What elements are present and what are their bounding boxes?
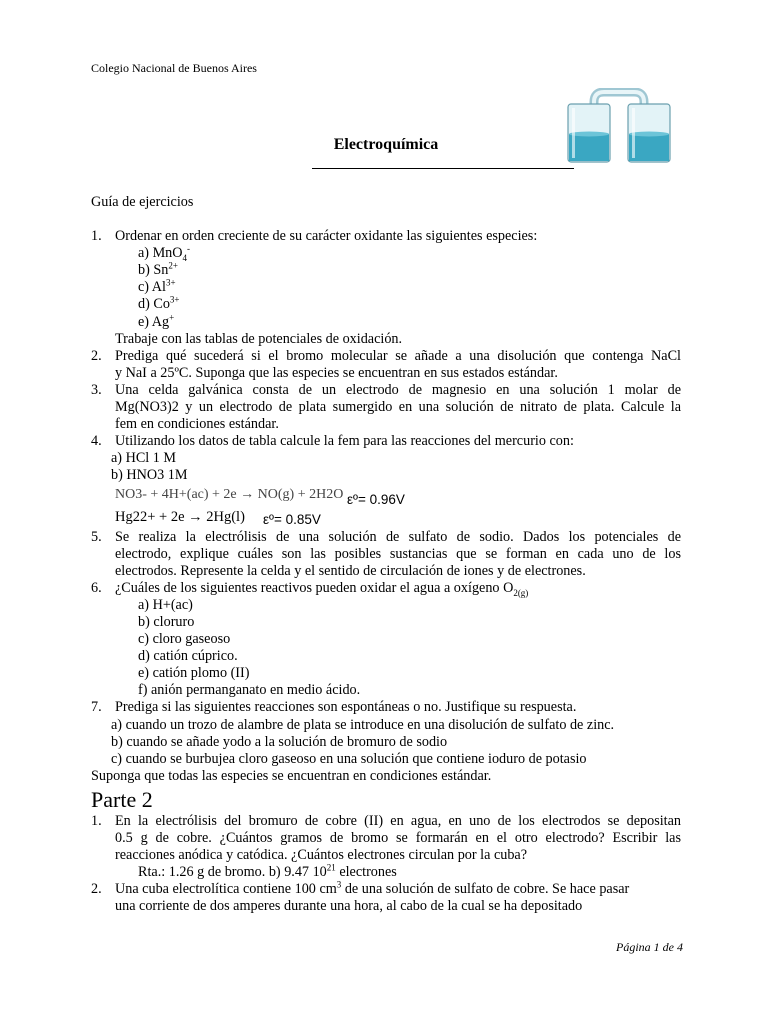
- equation-no3: [91, 485, 681, 507]
- question-5: [91, 529, 681, 546]
- question-number: 1.: [91, 812, 102, 829]
- question-2: [91, 348, 681, 365]
- option-e: e) catión plomo (II): [138, 665, 250, 682]
- question-number: 1.: [91, 228, 102, 245]
- question-text-cont: una corriente de dos amperes durante una hora, al cabo de la cual se ha depositado: [115, 898, 583, 915]
- question-text: Ordenar en orden creciente de su carácter oxidante las siguientes especies:: [115, 228, 538, 245]
- section-heading: Parte 2: [91, 786, 153, 812]
- option-b: b) HNO3 1M: [111, 467, 188, 484]
- title-underline: [312, 168, 574, 169]
- option-b: b) cuando se añade yodo a la solución de bromuro de sodio: [111, 733, 448, 750]
- exercise-list: [91, 194, 681, 915]
- question-text-cont: reacciones anódica y catódica. ¿Cuántos electrones circulan por la cuba?: [115, 847, 528, 864]
- question-6: [91, 580, 681, 597]
- question-text-cont: electrodo, explique cuáles son las posibles sustancias que se forman en cada uno de los: [115, 545, 681, 562]
- question-number: 2.: [91, 881, 102, 898]
- question-number: 6.: [91, 579, 102, 596]
- question-note: Suponga que todas las especies se encuentran en condiciones estándar.: [91, 767, 492, 784]
- question-7: [91, 699, 681, 716]
- question-3: [91, 382, 681, 399]
- question-4: [91, 433, 681, 450]
- question-number: 7.: [91, 699, 102, 716]
- question-number: 3.: [91, 381, 102, 398]
- question-text-cont: y NaI a 25ºC. Suponga que las especies se encuentran en sus estados estándar.: [115, 364, 558, 381]
- option-d: d) catión cúprico.: [138, 648, 238, 665]
- answer: Rta.: 1.26 g de bromo. b) 9.47 $10^{21}$ electrones: [138, 862, 397, 881]
- question-number: 2.: [91, 347, 102, 364]
- option-c: c) $Al^{3+}$: [138, 277, 176, 296]
- option-a: a) HCl 1 M: [111, 450, 177, 467]
- question-text-cont: 0.5 g de cobre. ¿Cuántos gramos de bromo se formarán en el otro electrodo? Escribir las: [115, 830, 681, 846]
- option-f: f) anión permanganato en medio ácido.: [138, 682, 361, 699]
- question-text: Utilizando los datos de tabla calcule la fem para las reacciones del mercurio con:: [115, 433, 574, 450]
- question-text-cont: fem en condiciones estándar.: [115, 416, 279, 433]
- option-a: a) H+(ac): [138, 596, 193, 613]
- question-text: ¿Cuáles de los siguientes reactivos pueden oxidar el agua a oxígeno $O_{2(g)}$: [115, 579, 529, 598]
- option-a: a) cuando un trozo de alambre de plata se introduce en una disolución de sulfato de zinc.: [111, 716, 615, 733]
- option-b: b) cloruro: [138, 613, 195, 630]
- equation-potential: εº= 0.85V: [263, 511, 321, 527]
- option-a: a) MnO$_4$-: [138, 243, 191, 264]
- equation-text: NO3- + 4H+(ac) + 2e → NO(g) + 2H2O: [115, 486, 344, 502]
- school-name: Colegio Nacional de Buenos Aires: [91, 61, 257, 75]
- question-text-cont: Mg(NO3)2 y un electrodo de plata sumergido en una solución de nitrato de plata. Calcule la: [115, 399, 681, 416]
- part2-question-2: [91, 881, 681, 898]
- option-c: c) cloro gaseoso: [138, 631, 231, 648]
- equation-hg: [91, 507, 681, 529]
- page-number: Página 1 de 4: [616, 940, 683, 954]
- question-text: Una celda galvánica consta de un electrodo de magnesio en una solución 1 molar de: [115, 381, 681, 398]
- question-text-cont: electrodos. Represente la celda y el sentido de circulación de iones y de electrones.: [115, 562, 586, 579]
- question-1: [91, 228, 681, 245]
- question-text: En la electrólisis del bromuro de cobre (II) en agua, en uno de los electrodos se depositan: [115, 812, 681, 829]
- option-b: b) $Sn^{2+}$: [138, 260, 178, 279]
- intro: Guía de ejercicios: [91, 194, 194, 210]
- equation-potential: εº= 0.96V: [347, 491, 405, 507]
- page-title: Electroquímica: [333, 136, 439, 153]
- question-text: Una cuba electrolítica contiene 100 $cm^3$ de una solución de sulfato de cobre. Se hace pasar: [115, 879, 630, 898]
- equation-text: Hg22+ + 2e → 2Hg(l): [115, 508, 245, 525]
- question-number: 4.: [91, 433, 102, 450]
- electrochemical-cell-icon: [556, 88, 686, 164]
- option-c: c) cuando se burbujea cloro gaseoso en una solución que contiene ioduro de potasio: [111, 750, 587, 767]
- question-number: 5.: [91, 528, 102, 545]
- question-text: Prediga qué sucederá si el bromo molecular se añade a una disolución que contenga NaCl: [115, 347, 681, 364]
- option-e: e) Ag+: [138, 311, 175, 330]
- question-text: Se realiza la electrólisis de una solución de sulfato de sodio. Dados los potenciales de: [115, 528, 681, 545]
- option-d: d) $Co^{3+}$: [138, 294, 180, 313]
- part2-question-1: [91, 813, 681, 830]
- question-text: Prediga si las siguientes reacciones son espontáneas o no. Justifique su respuesta.: [115, 699, 577, 716]
- question-note: Trabaje con las tablas de potenciales de oxidación.: [115, 330, 403, 347]
